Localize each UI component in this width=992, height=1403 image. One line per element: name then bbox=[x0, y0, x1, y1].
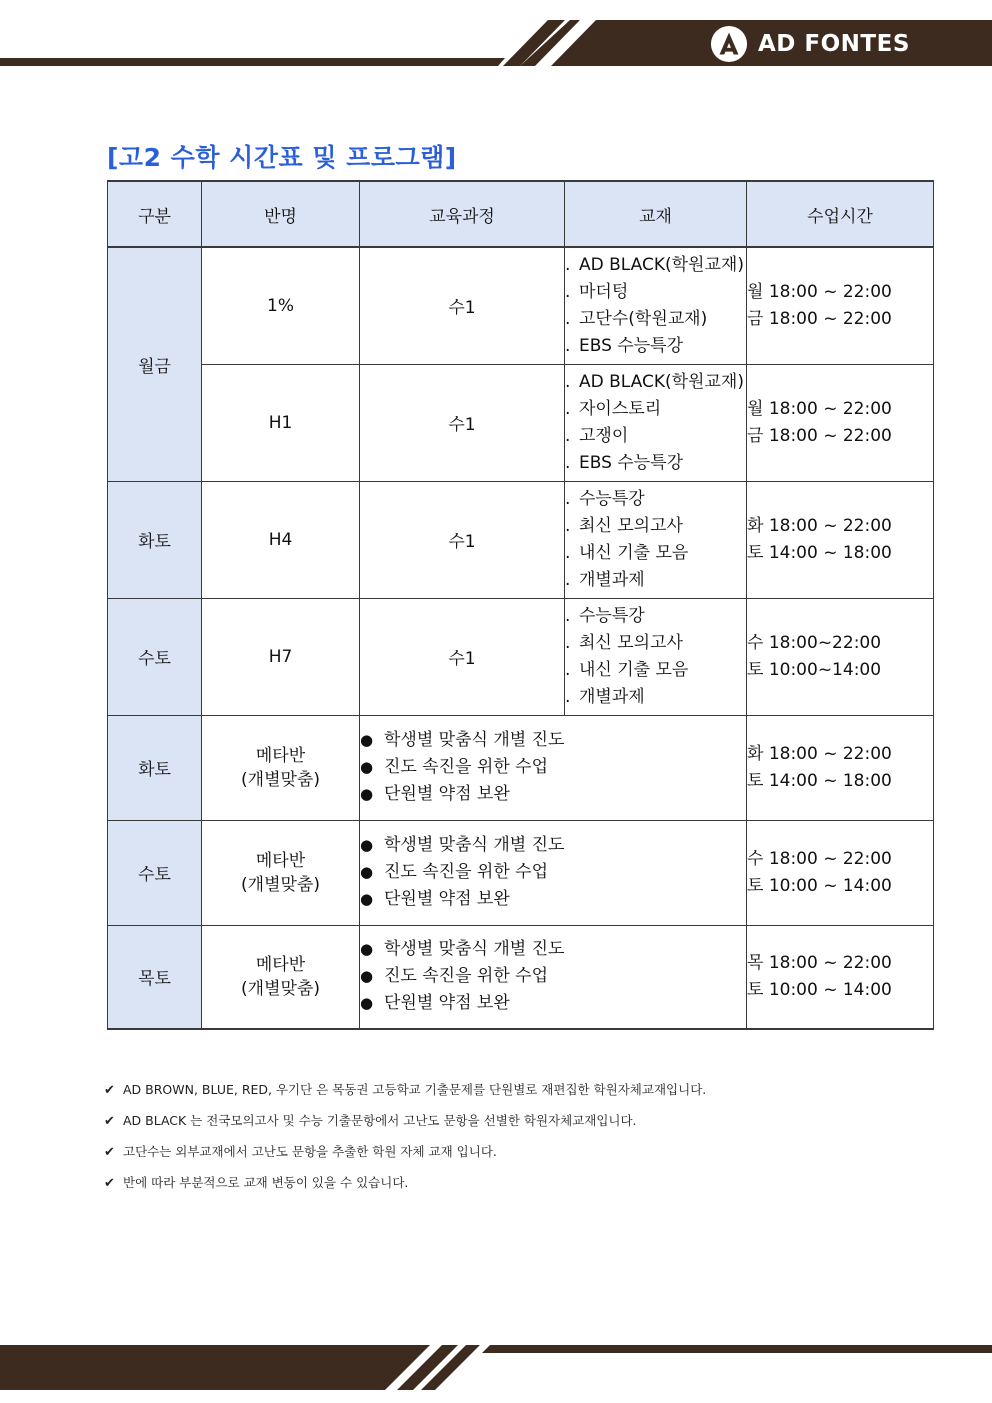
table-row bbox=[108, 364, 934, 481]
header-cell: 교재 bbox=[565, 181, 747, 247]
times-cell bbox=[747, 364, 934, 481]
program-item: 단원별 약점 보완 bbox=[384, 993, 510, 1014]
table-row bbox=[108, 715, 934, 820]
class-subtitle: (개별맞춤) bbox=[241, 978, 320, 999]
note-item: ✔ AD BLACK 는 전국모의고사 및 수능 기출문항에서 고난도 문항을 선별한 학원자체교재입니다. bbox=[104, 1111, 706, 1142]
checkmark-icon: ✔ bbox=[104, 1083, 115, 1098]
class-cell bbox=[202, 820, 360, 925]
book-item: AD BLACK(학원교재) bbox=[579, 371, 744, 392]
class-name: 메타반 bbox=[255, 745, 306, 766]
table-row bbox=[108, 820, 934, 925]
table-row bbox=[108, 481, 934, 598]
class-cell bbox=[202, 715, 360, 820]
time-item: 목 18:00 ~ 22:00 bbox=[747, 952, 892, 973]
book-item: 수능특강 bbox=[579, 488, 645, 509]
day-cell: 수토 bbox=[108, 598, 202, 715]
times-cell bbox=[747, 925, 934, 1029]
day-cell: 월금 bbox=[108, 247, 202, 481]
book-item: 내신 기출 모음 bbox=[579, 659, 689, 680]
times-cell bbox=[747, 715, 934, 820]
program-cell: ● 학생별 맞춤식 개별 진도 ● 진도 속진을 위한 수업 ● 단원별 약점 보완 bbox=[360, 820, 747, 925]
time-item: 수 18:00 ~ 22:00 bbox=[747, 848, 892, 869]
time-item: 토 14:00 ~ 18:00 bbox=[747, 542, 892, 563]
time-item: 금 18:00 ~ 22:00 bbox=[747, 308, 892, 329]
class-cell bbox=[202, 925, 360, 1029]
time-item: 금 18:00 ~ 22:00 bbox=[747, 425, 892, 446]
class-cell: H1 bbox=[202, 364, 360, 481]
header-cell: 교육과정 bbox=[360, 181, 565, 247]
ad-fontes-logo-icon bbox=[710, 25, 748, 63]
class-name: 메타반 bbox=[255, 954, 306, 975]
book-item: 수능특강 bbox=[579, 605, 645, 626]
program-item: 진도 속진을 위한 수업 bbox=[384, 757, 549, 777]
times-cell bbox=[747, 598, 934, 715]
books-cell: . 수능특강 . 최신 모의고사 . 내신 기출 모음 . 개별과제 bbox=[565, 598, 747, 715]
book-item: 내신 기출 모음 bbox=[579, 542, 689, 563]
time-item: 토 10:00 ~ 14:00 bbox=[747, 875, 892, 896]
books-cell: . 수능특강 . 최신 모의고사 . 내신 기출 모음 . 개별과제 bbox=[565, 481, 747, 598]
book-item: 개별과제 bbox=[579, 686, 645, 707]
time-item: 월 18:00 ~ 22:00 bbox=[747, 398, 892, 419]
header-cell: 수업시간 bbox=[747, 181, 934, 247]
schedule-table bbox=[107, 180, 934, 1030]
table-row bbox=[108, 925, 934, 1029]
course-cell: 수1 bbox=[360, 247, 565, 364]
book-item: 마더텅 bbox=[579, 281, 629, 302]
brand-logo bbox=[710, 25, 910, 63]
day-cell: 목토 bbox=[108, 925, 202, 1029]
footer-banner bbox=[0, 1335, 992, 1403]
program-item: 단원별 약점 보완 bbox=[384, 784, 510, 804]
times-cell bbox=[747, 247, 934, 364]
table-row bbox=[108, 598, 934, 715]
table-row bbox=[108, 247, 934, 364]
header-cell: 반명 bbox=[202, 181, 360, 247]
time-item: 수 18:00~22:00 bbox=[747, 632, 882, 653]
note-item: ✔ AD BROWN, BLUE, RED, 우기단 은 목동권 고등학교 기출문제를 단원별로 재편집한 학원자체교재입니다. bbox=[104, 1080, 706, 1111]
time-item: 토 10:00~14:00 bbox=[747, 659, 882, 680]
book-item: EBS 수능특강 bbox=[579, 452, 683, 473]
books-cell: . AD BLACK(학원교재) . 마더텅 . 고단수(학원교재) . EBS 수능특강 bbox=[565, 247, 747, 364]
course-cell: 수1 bbox=[360, 481, 565, 598]
day-cell: 화토 bbox=[108, 715, 202, 820]
program-item: 진도 속진을 위한 수업 bbox=[384, 862, 549, 882]
day-cell: 수토 bbox=[108, 820, 202, 925]
program-item: 학생별 맞춤식 개별 진도 bbox=[384, 730, 565, 750]
books-cell: . AD BLACK(학원교재) . 자이스토리 . 고쟁이 . EBS 수능특강 bbox=[565, 364, 747, 481]
class-cell: H7 bbox=[202, 598, 360, 715]
class-cell: 1% bbox=[202, 247, 360, 364]
book-item: 개별과제 bbox=[579, 569, 645, 590]
class-subtitle: (개별맞춤) bbox=[241, 874, 320, 895]
book-item: 고단수(학원교재) bbox=[579, 308, 708, 329]
course-cell: 수1 bbox=[360, 598, 565, 715]
note-item: ✔ 반에 따라 부분적으로 교재 변동이 있을 수 있습니다. bbox=[104, 1173, 706, 1204]
page-title: [고2 수학 시간표 및 프로그램] bbox=[107, 143, 457, 172]
note-item: ✔ 고단수는 외부교재에서 고난도 문항을 추출한 학원 자체 교재 입니다. bbox=[104, 1142, 706, 1173]
brand-name: AD FONTES bbox=[758, 31, 910, 57]
time-item: 월 18:00 ~ 22:00 bbox=[747, 281, 892, 302]
checkmark-icon: ✔ bbox=[104, 1176, 115, 1191]
book-item: 자이스토리 bbox=[579, 398, 662, 419]
class-subtitle: (개별맞춤) bbox=[241, 769, 320, 790]
times-cell bbox=[747, 820, 934, 925]
time-item: 토 10:00 ~ 14:00 bbox=[747, 979, 892, 1000]
course-cell: 수1 bbox=[360, 364, 565, 481]
book-item: EBS 수능특강 bbox=[579, 335, 683, 356]
header-cell: 구분 bbox=[108, 181, 202, 247]
program-cell: ● 학생별 맞춤식 개별 진도 ● 진도 속진을 위한 수업 ● 단원별 약점 보완 bbox=[360, 715, 747, 820]
book-item: AD BLACK(학원교재) bbox=[579, 254, 744, 275]
book-item: 고쟁이 bbox=[579, 425, 629, 446]
class-cell: H4 bbox=[202, 481, 360, 598]
table-header-row bbox=[108, 181, 934, 247]
program-item: 학생별 맞춤식 개별 진도 bbox=[384, 939, 565, 960]
class-name: 메타반 bbox=[255, 850, 306, 871]
times-cell bbox=[747, 481, 934, 598]
program-item: 단원별 약점 보완 bbox=[384, 889, 510, 909]
program-cell: ● 학생별 맞춤식 개별 진도 ● 진도 속진을 위한 수업 ● 단원별 약점 보완 bbox=[360, 925, 747, 1029]
time-item: 화 18:00 ~ 22:00 bbox=[747, 515, 892, 536]
checkmark-icon: ✔ bbox=[104, 1114, 115, 1129]
program-item: 진도 속진을 위한 수업 bbox=[384, 966, 549, 987]
time-item: 화 18:00 ~ 22:00 bbox=[747, 743, 892, 764]
notes-list bbox=[104, 1080, 706, 1204]
time-item: 토 14:00 ~ 18:00 bbox=[747, 770, 892, 791]
checkmark-icon: ✔ bbox=[104, 1145, 115, 1160]
program-item: 학생별 맞춤식 개별 진도 bbox=[384, 835, 565, 855]
book-item: 최신 모의고사 bbox=[579, 515, 683, 536]
book-item: 최신 모의고사 bbox=[579, 632, 683, 653]
day-cell: 화토 bbox=[108, 481, 202, 598]
